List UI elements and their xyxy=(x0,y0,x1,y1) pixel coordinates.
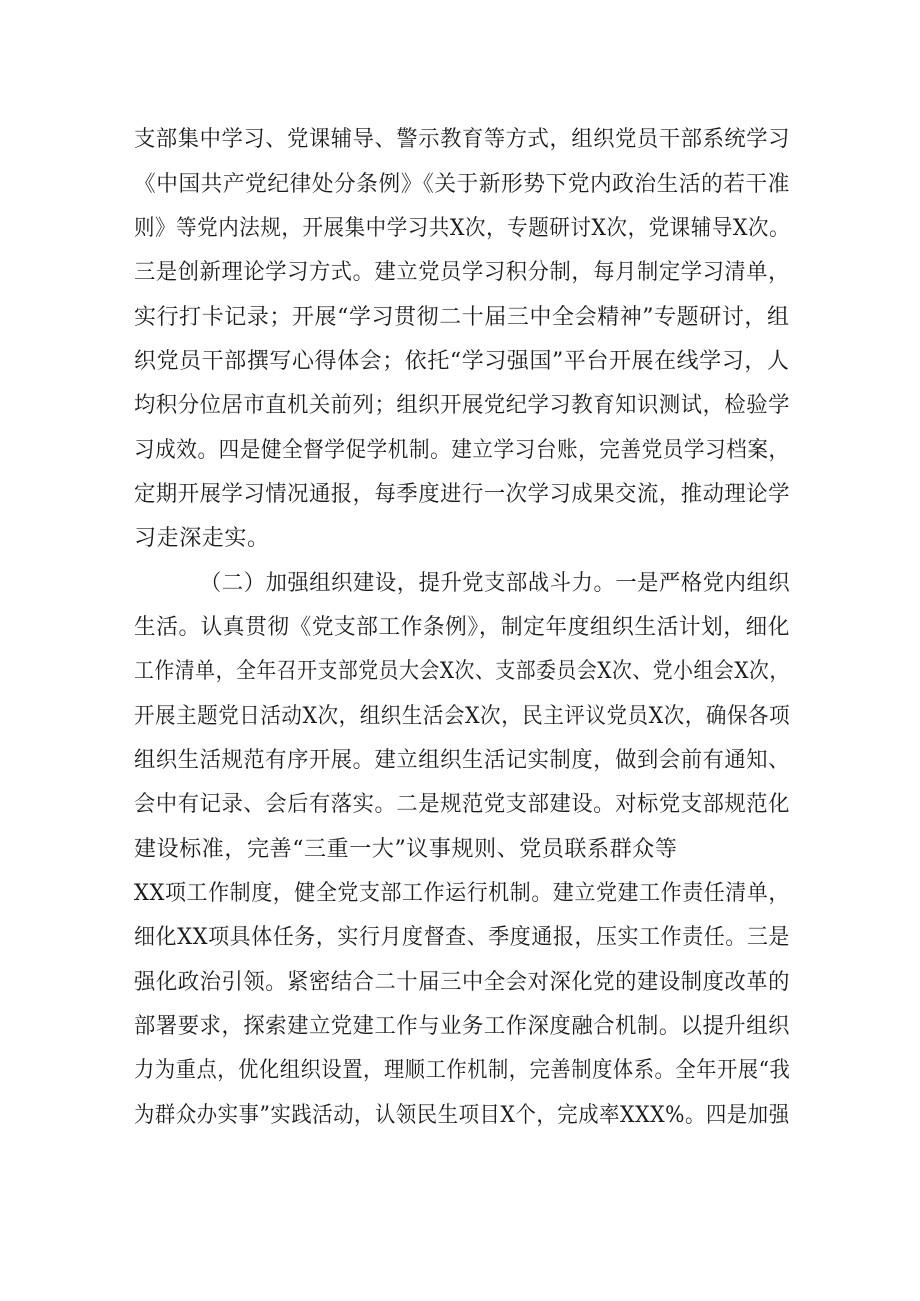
text-line: 细化XX项具体任务，实行月度督查、季度通报，压实工作责任。三是 xyxy=(134,925,790,950)
text-line: 定期开展学习情况通报，每季度进行一次学习成果交流，推动理论学 xyxy=(134,482,791,507)
text-line: 工作清单，全年召开支部党员大会X次、支部委员会X次、党小组会X次， xyxy=(134,659,790,684)
paragraph-heading: （二）加强组织建设，提升党支部战斗力。一是严格党内组织 xyxy=(200,571,791,596)
text-line: 强化政治引领。紧密结合二十届三中全会对深化党的建设制度改革的 xyxy=(134,970,791,995)
text-line: 则》等党内法规，开展集中学习共X次，专题研讨X次，党课辅导X次。 xyxy=(134,216,791,241)
text-line: 会中有记录、会后有落实。二是规范党支部建设。对标党支部规范化 xyxy=(134,792,791,817)
text-line: 部署要求，探索建立党建工作与业务工作深度融合机制。以提升组织 xyxy=(134,1014,791,1039)
text-line: 习走深走实。 xyxy=(134,526,270,551)
text-line: 生活。认真贯彻《党支部工作条例》，制定年度组织生活计划，细化 xyxy=(134,615,791,640)
text-line: 建设标准，完善“三重一大”议事规则、党员联系群众等 xyxy=(134,837,678,862)
text-line: XX项工作制度，健全党支部工作运行机制。建立党建工作责任清单， xyxy=(134,881,790,906)
text-line: 《中国共产党纪律处分条例》《关于新形势下党内政治生活的若干准 xyxy=(134,172,791,197)
text-line: 均积分位居市直机关前列；组织开展党纪学习教育知识测试，检验学 xyxy=(134,393,791,418)
text-line: 为群众办实事”实践活动，认领民生项目X个，完成率XXX%。四是加强 xyxy=(134,1103,790,1128)
text-line: 三是创新理论学习方式。建立党员学习积分制，每月制定学习清单， xyxy=(134,260,791,285)
text-line: 实行打卡记录；开展“学习贯彻二十届三中全会精神”专题研讨，组 xyxy=(134,305,790,330)
text-line: 力为重点，优化组织设置，理顺工作机制，完善制度体系。全年开展“我 xyxy=(134,1058,791,1083)
text-line: 开展主题党日活动X次，组织生活会X次，民主评议党员X次，确保各项 xyxy=(134,704,791,729)
text-line: 支部集中学习、党课辅导、警示教育等方式，组织党员干部系统学习 xyxy=(134,127,791,152)
text-line: 组织生活规范有序开展。建立组织生活记实制度，做到会前有通知、 xyxy=(134,748,791,773)
text-line: 织党员干部撰写心得体会；依托“学习强国”平台开展在线学习，人 xyxy=(134,349,790,374)
text-line: 习成效。四是健全督学促学机制。建立学习台账，完善党员学习档案， xyxy=(134,438,790,463)
